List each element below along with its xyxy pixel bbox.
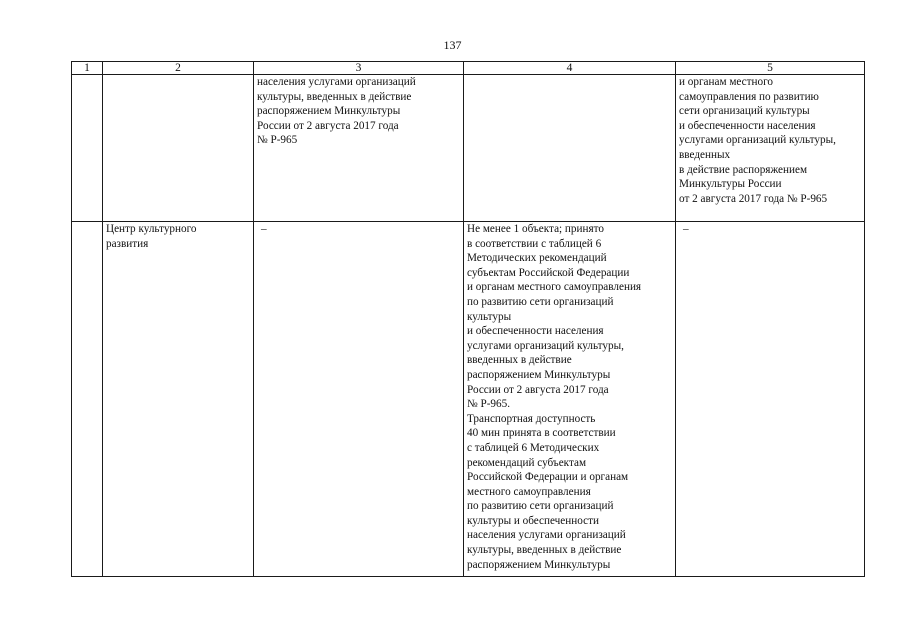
- text-line: культуры, введенных в действие: [257, 90, 412, 103]
- text-line: от 2 августа 2017 года № Р-965: [679, 192, 828, 205]
- text-line: в соответствии с таблицей 6: [467, 237, 602, 250]
- document-table: [71, 61, 865, 577]
- table-header-row: [72, 62, 865, 75]
- cell-col4: [464, 75, 676, 222]
- text-line: услугами организаций культуры,: [467, 339, 624, 352]
- text-line: введенных: [679, 148, 731, 161]
- text-line: Методических рекомендаций: [467, 252, 607, 265]
- cell-col1: [72, 222, 103, 577]
- cell-col1: [72, 75, 103, 222]
- text-line: культуры, введенных в действие: [467, 544, 622, 557]
- cell-col5-text: [676, 75, 865, 222]
- text-line: по развитию сети организаций: [467, 295, 614, 308]
- text-line: субъектам Российской Федерации: [467, 266, 630, 279]
- text-line: населения услугами организаций: [257, 76, 416, 88]
- text-line: Транспортная доступность: [467, 412, 596, 425]
- header-cell-1: 1: [72, 62, 103, 75]
- header-cell-4: 4: [464, 62, 676, 75]
- text-line: распоряжением Минкультуры: [467, 368, 611, 381]
- text-line: в действие распоряжением: [679, 163, 808, 176]
- text-line: № Р-965.: [467, 398, 510, 411]
- text-line: сети организаций культуры: [679, 105, 810, 118]
- text-line: и органам местного: [679, 76, 774, 88]
- text-line: населения услугами организаций: [467, 529, 626, 542]
- cell-col5-dash: [676, 222, 865, 577]
- text-line: культуры и обеспеченности: [467, 514, 599, 527]
- text-line: Не менее 1 объекта; принято: [467, 223, 604, 235]
- cell-col4-text: [464, 222, 676, 577]
- text-line: распоряжением Минкультуры: [257, 105, 401, 118]
- cell-col3-text: [254, 75, 464, 222]
- text-line: местного самоуправления: [467, 485, 591, 498]
- page-number: 137: [443, 38, 462, 52]
- text-line: с таблицей 6 Методических: [467, 441, 600, 454]
- text-line: и обеспеченности населения: [467, 325, 604, 338]
- header-cell-3: 3: [254, 62, 464, 75]
- text-line: Минкультуры России: [679, 178, 782, 191]
- text-line: 40 мин принята в соответствии: [467, 427, 616, 440]
- text-line: услугами организаций культуры,: [679, 134, 836, 147]
- text-line: рекомендаций субъектам: [467, 456, 587, 469]
- text-line: Российской Федерации и органам: [467, 471, 629, 484]
- text-line: России от 2 августа 2017 года: [467, 383, 609, 396]
- header-cell-2: 2: [103, 62, 254, 75]
- text-line: и обеспеченности населения: [679, 119, 816, 132]
- text-line: и органам местного самоуправления: [467, 281, 642, 294]
- text-line: самоуправления по развитию: [679, 90, 819, 103]
- text-line: по развитию сети организаций: [467, 500, 614, 513]
- text-line: Центр культурного: [106, 223, 197, 235]
- header-cell-5: 5: [676, 62, 865, 75]
- cell-col2: [103, 75, 254, 222]
- dash-text: –: [261, 223, 267, 235]
- text-line: распоряжением Минкультуры: [467, 558, 611, 571]
- text-line: культуры: [467, 310, 512, 323]
- dash-text: –: [683, 223, 689, 235]
- cell-object-name: [103, 222, 254, 577]
- table-row-continuation: [72, 75, 865, 222]
- text-line: развития: [106, 237, 149, 250]
- text-line: № Р-965: [257, 134, 298, 147]
- table-row-culture-center: [72, 222, 865, 577]
- text-line: России от 2 августа 2017 года: [257, 119, 399, 132]
- cell-col3-dash: [254, 222, 464, 577]
- text-line: введенных в действие: [467, 354, 572, 367]
